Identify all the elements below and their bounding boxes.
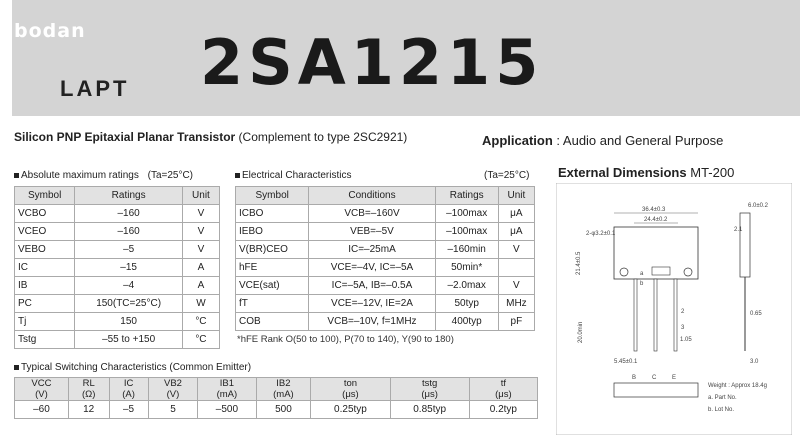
condition-cell: VCB=–10V, f=1MHz bbox=[309, 313, 435, 331]
symbol-cell: Tstg bbox=[15, 331, 75, 349]
header-symbol: IB1 bbox=[219, 378, 235, 389]
header-symbol: IB2 bbox=[276, 378, 291, 389]
symbol-cell: V(BR)CEO bbox=[236, 241, 309, 259]
rating-cell: –15 bbox=[75, 259, 183, 277]
header-symbol: VCC bbox=[31, 378, 52, 389]
table-row bbox=[236, 241, 535, 259]
symbol-cell: VCE(sat) bbox=[236, 277, 309, 295]
square-bullet-icon bbox=[14, 365, 19, 370]
table-row bbox=[15, 277, 220, 295]
square-bullet-icon bbox=[235, 173, 240, 178]
header-unit: (V) bbox=[35, 389, 48, 400]
pin-c: C bbox=[652, 375, 657, 381]
switching-value: 0.2typ bbox=[469, 401, 537, 419]
dim-note-3: 3 bbox=[681, 325, 685, 331]
unit-cell: V bbox=[182, 223, 219, 241]
dim-lead-length: 20.0min bbox=[578, 321, 584, 343]
switching-header bbox=[256, 378, 311, 401]
header-symbol: RL bbox=[82, 378, 95, 389]
header-symbol: IC bbox=[123, 378, 134, 389]
symbol-cell: IC bbox=[15, 259, 75, 277]
unit-cell: V bbox=[498, 241, 534, 259]
elec-title: Electrical Characteristics bbox=[242, 170, 352, 181]
table-header: Symbol bbox=[15, 187, 75, 205]
symbol-cell: Tj bbox=[15, 313, 75, 331]
unit-cell bbox=[498, 259, 534, 277]
rating-cell: –100max bbox=[435, 223, 498, 241]
switching-header bbox=[109, 378, 148, 401]
table-row bbox=[15, 331, 220, 349]
switching-table bbox=[14, 377, 538, 419]
abs-max-title: Absolute maximum ratings bbox=[21, 170, 139, 181]
table-row bbox=[15, 295, 220, 313]
table-row bbox=[236, 259, 535, 277]
switching-header bbox=[198, 378, 256, 401]
header-unit: (mA) bbox=[216, 389, 238, 400]
ext-dim-title: External Dimensions bbox=[558, 165, 687, 180]
hfe-rank-note: *hFE Rank O(50 to 100), P(70 to 140), Y(90 to 180) bbox=[237, 334, 454, 345]
table-row bbox=[15, 259, 220, 277]
table-row bbox=[15, 313, 220, 331]
pin-b: B bbox=[632, 375, 637, 381]
unit-cell: A bbox=[182, 277, 219, 295]
ext-dim-heading bbox=[558, 165, 734, 180]
dim-thk: 3.0 bbox=[750, 359, 759, 365]
table-row bbox=[236, 205, 535, 223]
switching-heading bbox=[14, 362, 251, 373]
table-row bbox=[236, 223, 535, 241]
symbol-cell: VEBO bbox=[15, 241, 75, 259]
condition-cell: IC=–25mA bbox=[309, 241, 435, 259]
switching-value: 5 bbox=[148, 401, 198, 419]
rating-cell: –2.0max bbox=[435, 277, 498, 295]
unit-cell: V bbox=[182, 205, 219, 223]
rating-cell: –160 bbox=[75, 223, 183, 241]
header-unit: (μs) bbox=[495, 389, 512, 400]
abs-max-cond: (Ta=25°C) bbox=[147, 170, 194, 181]
condition-cell: VCE=–4V, IC=–5A bbox=[309, 259, 435, 277]
table-row bbox=[236, 313, 535, 331]
condition-cell: VCB=–160V bbox=[309, 205, 435, 223]
unit-cell: V bbox=[498, 277, 534, 295]
part-no-note: a. Part No. bbox=[708, 395, 737, 401]
table-header: Symbol bbox=[236, 187, 309, 205]
switching-header bbox=[390, 378, 469, 401]
unit-cell: °C bbox=[182, 313, 219, 331]
lead-c bbox=[654, 279, 657, 351]
header-unit: (V) bbox=[166, 389, 180, 400]
dim-hole: 2-φ3.2±0.1 bbox=[586, 231, 616, 237]
table-row bbox=[236, 295, 535, 313]
switching-header bbox=[15, 378, 69, 401]
table-header: Unit bbox=[182, 187, 219, 205]
switching-header bbox=[311, 378, 390, 401]
dim-thickness: 6.0±0.2 bbox=[748, 203, 768, 209]
dim-width-inner: 24.4±0.2 bbox=[644, 217, 668, 223]
unit-cell: μA bbox=[498, 205, 534, 223]
table-row bbox=[236, 277, 535, 295]
table-row bbox=[15, 223, 220, 241]
elec-cond: (Ta=25°C) bbox=[484, 170, 530, 181]
unit-cell: pF bbox=[498, 313, 534, 331]
rating-cell: 150(TC=25°C) bbox=[75, 295, 183, 313]
series-label: LAPT bbox=[60, 76, 130, 101]
switching-value: –500 bbox=[198, 401, 256, 419]
table-header: Ratings bbox=[75, 187, 183, 205]
switching-header bbox=[68, 378, 109, 401]
dim-note-2: 2 bbox=[681, 309, 685, 315]
application-label: Application bbox=[482, 133, 553, 148]
header-symbol: ton bbox=[343, 378, 358, 389]
unit-cell: μA bbox=[498, 223, 534, 241]
symbol-cell: COB bbox=[236, 313, 309, 331]
elec-heading bbox=[235, 170, 351, 181]
symbol-cell: hFE bbox=[236, 259, 309, 277]
description-complement: (Complement to type 2SC2921) bbox=[238, 130, 408, 144]
watermark: bodan bbox=[14, 20, 86, 42]
lead-e bbox=[674, 279, 677, 351]
switching-title: Typical Switching Characteristics (Common Emitter) bbox=[21, 362, 252, 373]
weight-note: Weight : Approx 18.4g bbox=[708, 383, 767, 389]
switching-value: –5 bbox=[109, 401, 148, 419]
unit-cell: V bbox=[182, 241, 219, 259]
ref-a: a bbox=[640, 271, 644, 277]
application-value: : Audio and General Purpose bbox=[556, 133, 724, 148]
table-row bbox=[15, 241, 220, 259]
condition-cell: VEB=–5V bbox=[309, 223, 435, 241]
header-symbol: tf bbox=[500, 378, 507, 389]
symbol-cell: PC bbox=[15, 295, 75, 313]
unit-cell: A bbox=[182, 259, 219, 277]
switching-header bbox=[469, 378, 537, 401]
description-main: Silicon PNP Epitaxial Planar Transistor bbox=[14, 130, 236, 144]
table-row bbox=[15, 205, 220, 223]
dimension-drawing bbox=[556, 183, 792, 435]
condition-cell: VCE=–12V, IE=2A bbox=[309, 295, 435, 313]
rating-cell: –160min bbox=[435, 241, 498, 259]
rating-cell: 50typ bbox=[435, 295, 498, 313]
table-header: Unit bbox=[498, 187, 534, 205]
switching-value: 0.25typ bbox=[311, 401, 390, 419]
header-unit: (μs) bbox=[421, 389, 438, 400]
condition-cell: IC=–5A, IB=–0.5A bbox=[309, 277, 435, 295]
dim-lead-width: 1.05 bbox=[680, 337, 692, 343]
dim-pin: 0.65 bbox=[750, 311, 762, 317]
symbol-cell: ICBO bbox=[236, 205, 309, 223]
symbol-cell: VCBO bbox=[15, 205, 75, 223]
rating-cell: –100max bbox=[435, 205, 498, 223]
symbol-cell: fT bbox=[236, 295, 309, 313]
header-unit: (A) bbox=[122, 389, 135, 400]
unit-cell: °C bbox=[182, 331, 219, 349]
rating-cell: 400typ bbox=[435, 313, 498, 331]
elec-table bbox=[235, 186, 535, 331]
unit-cell: MHz bbox=[498, 295, 534, 313]
symbol-cell: IB bbox=[15, 277, 75, 295]
header-unit: (Ω) bbox=[81, 389, 96, 400]
rating-cell: 150 bbox=[75, 313, 183, 331]
table-header: Conditions bbox=[309, 187, 435, 205]
application-line bbox=[482, 133, 723, 148]
header-symbol: VB2 bbox=[163, 378, 182, 389]
symbol-cell: VCEO bbox=[15, 223, 75, 241]
lead-b bbox=[634, 279, 637, 351]
abs-max-heading bbox=[14, 170, 193, 181]
header-unit: (mA) bbox=[273, 389, 294, 400]
dim-height: 21.4±0.5 bbox=[576, 251, 582, 275]
switching-header bbox=[148, 378, 198, 401]
rating-cell: –55 to +150 bbox=[75, 331, 183, 349]
square-bullet-icon bbox=[14, 173, 19, 178]
switching-value: –60 bbox=[15, 401, 69, 419]
pin-e: E bbox=[672, 375, 677, 381]
dim-tab: 2.1 bbox=[734, 227, 743, 233]
abs-max-table bbox=[14, 186, 220, 349]
device-description bbox=[14, 130, 407, 144]
switching-value: 12 bbox=[68, 401, 109, 419]
lot-no-note: b. Lot No. bbox=[708, 407, 735, 413]
unit-cell: W bbox=[182, 295, 219, 313]
rating-cell: –4 bbox=[75, 277, 183, 295]
dim-pitch: 5.45±0.1 bbox=[614, 359, 638, 365]
ref-b: b bbox=[640, 281, 644, 287]
symbol-cell: IEBO bbox=[236, 223, 309, 241]
part-number: 2SA1215 bbox=[200, 26, 544, 99]
rating-cell: 50min* bbox=[435, 259, 498, 277]
header-unit: (μs) bbox=[342, 389, 359, 400]
rating-cell: –5 bbox=[75, 241, 183, 259]
switching-value: 500 bbox=[256, 401, 311, 419]
ext-dim-package: MT-200 bbox=[690, 165, 735, 180]
dim-width-overall: 36.4±0.3 bbox=[642, 207, 666, 213]
rating-cell: –160 bbox=[75, 205, 183, 223]
header-symbol: tstg bbox=[422, 378, 438, 389]
table-header: Ratings bbox=[435, 187, 498, 205]
switching-value: 0.85typ bbox=[390, 401, 469, 419]
